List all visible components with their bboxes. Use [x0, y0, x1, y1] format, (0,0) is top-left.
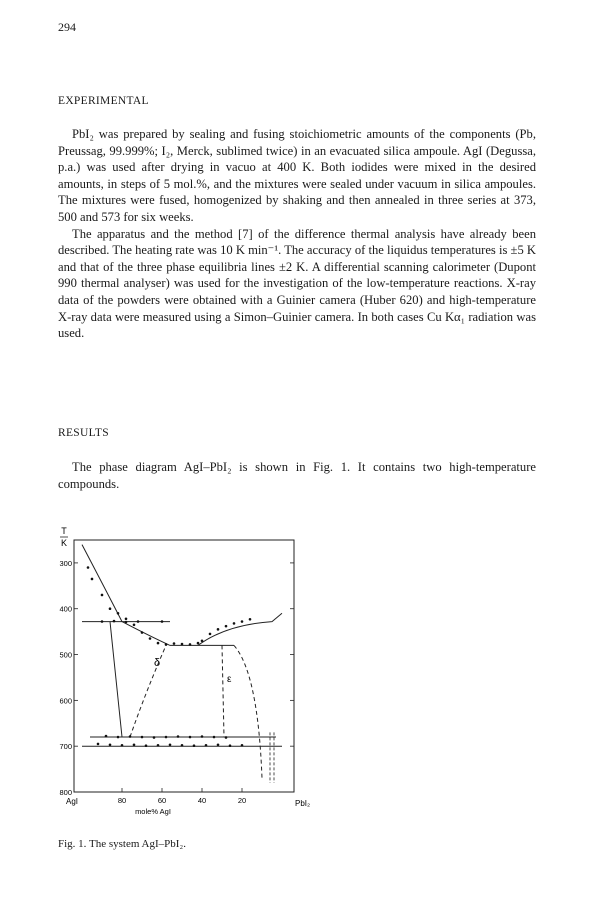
data-point — [173, 642, 176, 645]
data-point — [217, 628, 220, 631]
y-tick-label: 300 — [59, 558, 72, 568]
data-point — [125, 618, 128, 621]
data-point — [121, 744, 124, 747]
epsilon-boundary-right — [234, 645, 262, 778]
results-paragraph: The phase diagram AgI–PbI₂ is shown in Fig. 1. It contains two high-temperature compounds. — [58, 460, 536, 491]
data-point — [233, 622, 236, 625]
x-right-label: PbI₂ — [295, 799, 311, 808]
data-point — [105, 735, 108, 738]
data-point — [145, 744, 148, 747]
experimental-paragraph-1: PbI₂ was prepared by sealing and fusing stoichiometric amounts of the components (Pb, Preussag, 99.999%; I₂, Merck, sublimed twice) in an evacuated silica ampoule. AgI (Degussa, p.a.) was used after drying in vacuo at 400 K. Both iodides were mixed in the desired amounts, in steps of 5 mol.%, and the mixtures were sealed under vacuum in silica ampoules. The mixtures were fused, homogenized by shaking and then annealed in three series at 373, 500 and 573 for six weeks. — [58, 127, 536, 224]
delta-boundary — [110, 622, 122, 737]
data-point — [157, 744, 160, 747]
solidus-dashed — [130, 645, 166, 737]
data-point — [189, 643, 192, 646]
liquidus-left — [82, 545, 170, 646]
data-point — [193, 744, 196, 747]
x-tick-label: 20 — [237, 796, 247, 805]
data-point — [109, 744, 112, 747]
data-point — [141, 631, 144, 634]
section-heading-results: RESULTS — [58, 427, 109, 439]
data-point — [241, 744, 244, 747]
data-point — [117, 612, 120, 615]
results-text — [58, 459, 536, 492]
y-axis-label-bottom: K — [60, 538, 68, 548]
data-point — [201, 735, 204, 738]
data-point — [153, 736, 156, 739]
section-heading-experimental: EXPERIMENTAL — [58, 95, 149, 107]
data-point — [169, 744, 172, 747]
data-point — [181, 643, 184, 646]
y-tick-label: 600 — [59, 696, 72, 706]
data-point — [197, 642, 200, 645]
data-point — [225, 625, 228, 628]
y-tick-label: 700 — [59, 742, 72, 752]
data-point — [165, 643, 168, 646]
x-left-label: AgI — [66, 797, 79, 806]
data-point — [141, 736, 144, 739]
phase-label-delta: δ — [154, 657, 161, 669]
phase-diagram-chart — [30, 522, 330, 842]
data-point — [133, 623, 136, 626]
data-point — [117, 736, 120, 739]
data-point — [129, 735, 132, 738]
data-point — [225, 736, 228, 739]
data-point — [137, 620, 140, 623]
x-tick-label: 40 — [197, 796, 207, 805]
experimental-text — [58, 126, 536, 342]
data-point — [181, 744, 184, 747]
data-point — [97, 743, 100, 746]
data-point — [161, 620, 164, 623]
data-point — [177, 735, 180, 738]
y-axis-label-top: T — [61, 526, 67, 536]
data-point — [213, 736, 216, 739]
x-tick-label: 60 — [157, 796, 167, 805]
data-point — [91, 578, 94, 581]
y-tick-label: 500 — [59, 650, 72, 660]
data-point — [209, 633, 212, 636]
data-point — [133, 744, 136, 747]
data-point — [109, 607, 112, 610]
data-point — [101, 620, 104, 623]
experimental-paragraph-2: The apparatus and the method [7] of the difference thermal analysis have already been described. The heating rate was 10 K min⁻¹. The accuracy of the liquidus temperatures is ±5 K and that of the three phase equilibria lines ±2 K. A differential scanning calorimeter (Dupont 990 thermal analyser) was used for the investigation of the low-temperature reactions. X-ray data of the powders were obtained with a Guinier camera (Huber 620) and high-temperature X-ray data were measured using a Simon–Guinier camera. In both cases Cu Kα₁ radiation was used. — [58, 226, 536, 341]
data-point — [205, 744, 208, 747]
phase-label-epsilon: ε — [227, 674, 232, 685]
figure-caption: Fig. 1. The system AgI–PbI₂. — [58, 838, 186, 850]
data-point — [165, 736, 168, 739]
data-point — [113, 620, 116, 623]
x-axis-label: mole% AgI — [135, 807, 171, 816]
data-point — [101, 594, 104, 597]
data-point — [201, 640, 204, 643]
data-point — [157, 642, 160, 645]
data-point — [125, 621, 128, 624]
y-tick-label: 800 — [59, 788, 72, 797]
data-point — [241, 620, 244, 623]
y-tick-label: 400 — [59, 604, 72, 614]
epsilon-boundary-left — [222, 645, 224, 737]
data-point — [249, 618, 252, 621]
data-point — [217, 744, 220, 747]
page-number: 294 — [58, 20, 76, 34]
data-point — [189, 736, 192, 739]
x-tick-label: 80 — [117, 796, 127, 805]
data-point — [149, 637, 152, 640]
phase-diagram-figure — [30, 522, 330, 842]
liquidus-right — [198, 613, 282, 645]
data-point — [87, 566, 90, 569]
data-point — [229, 744, 232, 747]
